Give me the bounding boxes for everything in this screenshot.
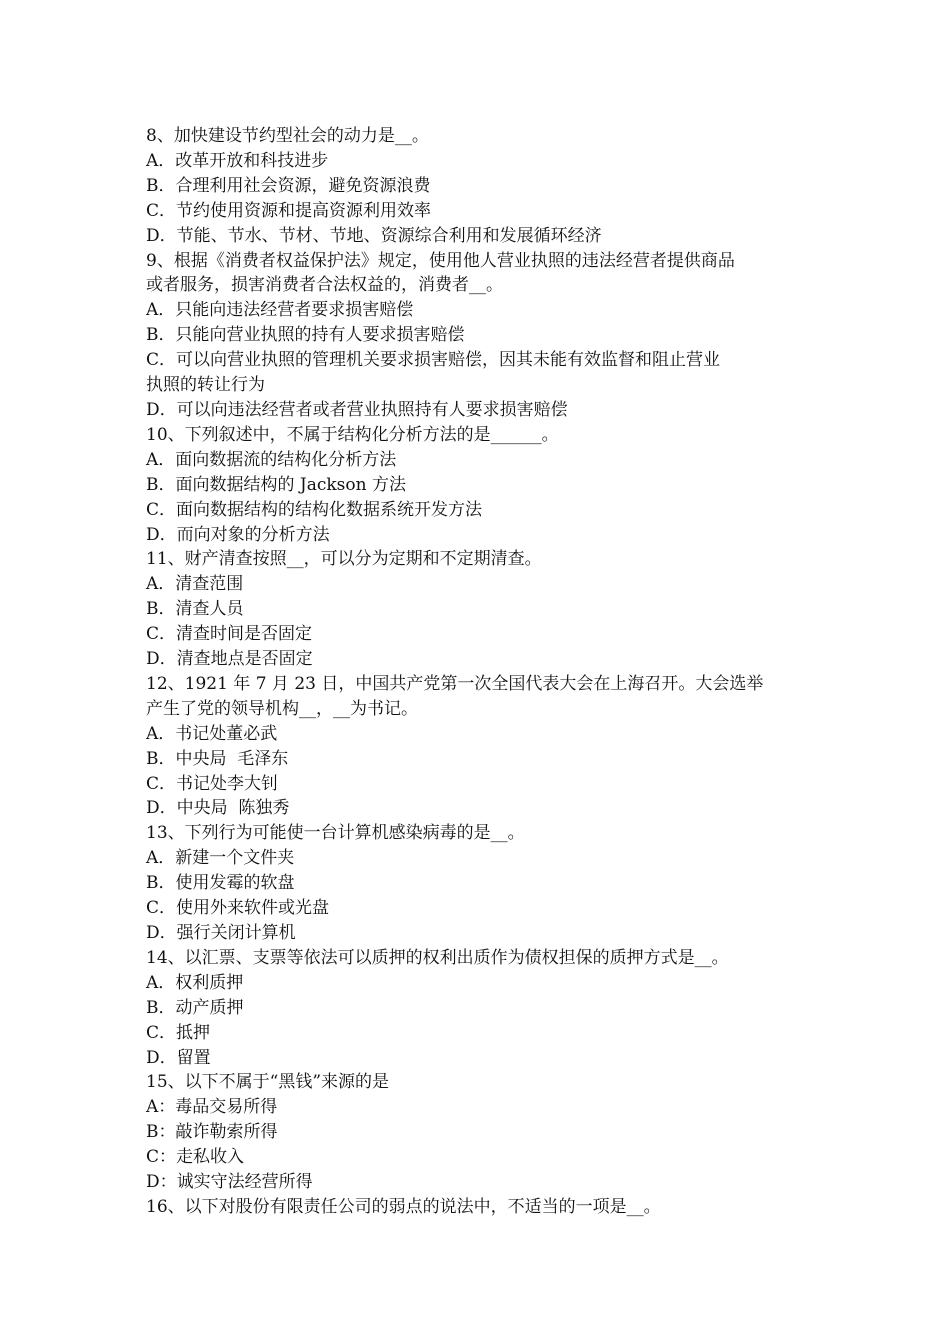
question-line: 产生了党的领导机构__，__为书记。: [146, 698, 418, 719]
option-line: B．清查人员: [146, 599, 244, 620]
option-line: D．可以向违法经营者或者营业执照持有人要求损害赔偿: [146, 399, 568, 420]
option-line: B：敲诈勒索所得: [146, 1122, 278, 1143]
document-body: [146, 124, 816, 1220]
option-line: A．书记处董必武: [146, 723, 278, 744]
question-16: 16、以下对股份有限责任公司的弱点的说法中，不适当的一项是__。: [146, 1196, 661, 1217]
option-line: B．使用发霉的软盘: [146, 873, 295, 894]
option-line: A．改革开放和科技进步: [146, 150, 329, 171]
option-line: A．面向数据流的结构化分析方法: [146, 449, 397, 470]
option-line: B．动产质押: [146, 997, 244, 1018]
option-line: C．书记处李大钊: [146, 773, 279, 794]
option-line: 执照的转让行为: [146, 375, 265, 396]
option-line: B．面向数据结构的 Jackson 方法: [146, 474, 406, 495]
option-line: C．抵押: [146, 1022, 211, 1043]
option-line: C：走私收入: [146, 1147, 245, 1168]
option-line: A．权利质押: [146, 972, 244, 993]
option-line: D．中央局 陈独秀: [146, 798, 290, 819]
question-12: 12、1921 年 7 月 23 日，中国共产党第一次全国代表大会在上海召开。大会选举: [146, 673, 764, 694]
question-9: 9、根据《消费者权益保护法》规定，使用他人营业执照的违法经营者提供商品: [146, 250, 735, 271]
option-line: D．节能、节水、节材、节地、资源综合利用和发展循环经济: [146, 225, 602, 246]
question-15: 15、以下不属于“黑钱”来源的是: [146, 1072, 390, 1093]
option-line: A．只能向违法经营者要求损害赔偿: [146, 300, 414, 321]
option-line: C．使用外来软件或光盘: [146, 898, 330, 919]
option-line: B．合理利用社会资源，避免资源浪费: [146, 175, 431, 196]
option-line: C．可以向营业执照的管理机关要求损害赔偿，因其未能有效监督和阻止营业: [146, 350, 721, 371]
option-line: A：毒品交易所得: [146, 1097, 278, 1118]
question-8: 8、加快建设节约型社会的动力是__。: [146, 126, 429, 146]
option-line: D．强行关闭计算机: [146, 923, 296, 943]
option-line: D：诚实守法经营所得: [146, 1172, 313, 1193]
option-line: B．中央局 毛泽东: [146, 748, 289, 769]
option-line: D．而向对象的分析方法: [146, 524, 330, 545]
option-line: C．面向数据结构的结构化数据系统开发方法: [146, 499, 483, 520]
option-line: C．节约使用资源和提高资源利用效率: [146, 200, 432, 221]
question-line: 或者服务，损害消费者合法权益的，消费者__。: [146, 275, 503, 296]
option-line: B．只能向营业执照的持有人要求损害赔偿: [146, 325, 465, 346]
option-line: A．清查范围: [146, 574, 244, 595]
question-11: 11、财产清查按照__，可以分为定期和不定期清查。: [146, 549, 542, 570]
option-line: D．清查地点是否固定: [146, 649, 313, 670]
question-14: 14、以汇票、支票等依法可以质押的权利出质作为债权担保的质押方式是__。: [146, 947, 729, 968]
question-13: 13、下列行为可能使一台计算机感染病毒的是__。: [146, 823, 525, 844]
option-line: D．留置: [146, 1047, 211, 1068]
question-10: 10、下列叙述中，不属于结构化分析方法的是______。: [146, 424, 559, 445]
option-line: C．清查时间是否固定: [146, 624, 313, 645]
option-line: A．新建一个文件夹: [146, 848, 295, 869]
